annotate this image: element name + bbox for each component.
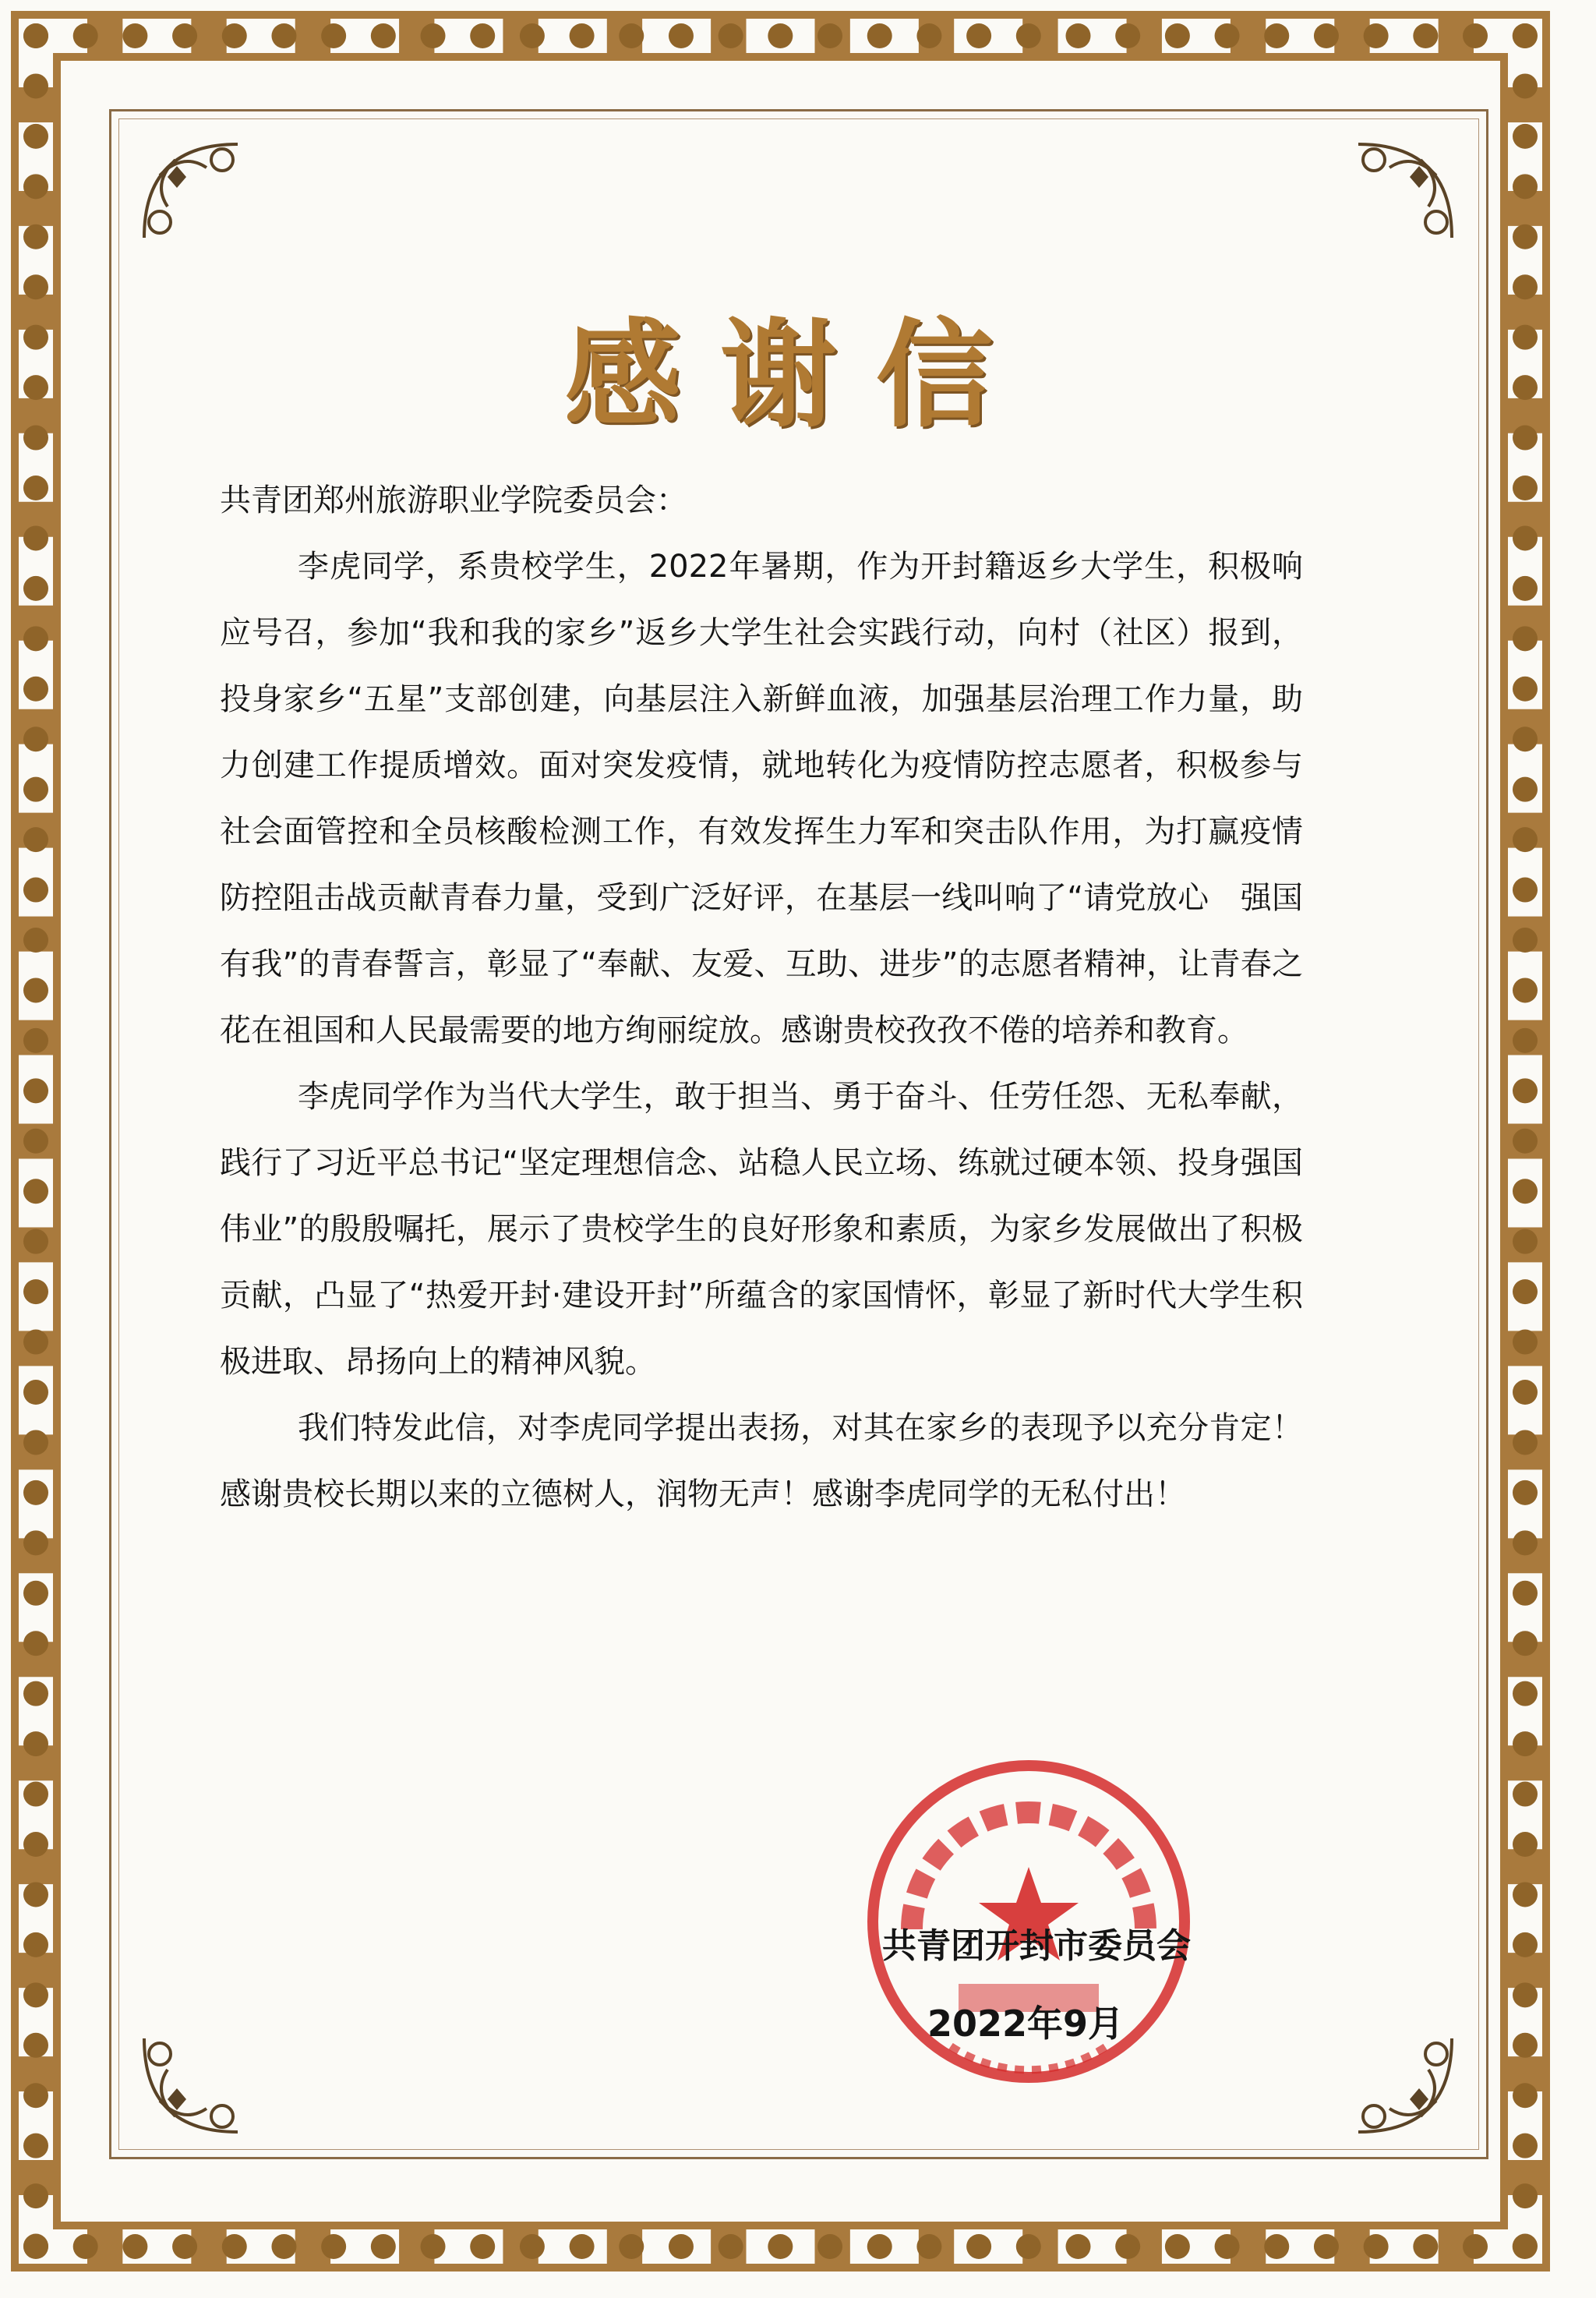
letter-paragraph-1: 李虎同学，系贵校学生，2022年暑期，作为开封籍返乡大学生，积极响应号召，参加“我和我的家乡”返乡大学生社会实践行动，向村（社区）报到，投身家乡“五星”支部创建，向基层注入新鲜血液，加强基层治理工作力量，助力创建工作提质增效。面对突发疫情，就地转化为疫情防控志愿者，积极参与社会面管控和全员核酸检测工作，有效发挥生力军和突击队作用，为打赢疫情防控阻击战贡献青春力量，受到广泛好评，在基层一线叫响了“请党放心 强国有我”的青春誓言，彰显了“奉献、友爱、互助、进步”的志愿者精神，让青春之花在祖国和人民最需要的地方绚丽绽放。感谢贵校孜孜不倦的培养和教育。 xyxy=(220,549,1303,1048)
letter-recipient: 共青团郑州旅游职业学院委员会： xyxy=(220,483,687,518)
corner-ornament-top-left xyxy=(129,129,253,253)
corner-ornament-bottom-left xyxy=(129,2023,253,2148)
corner-ornament-top-right xyxy=(1343,129,1467,253)
signature-organization: 共青团开封市委员会 xyxy=(882,1926,1191,1966)
signature-date: 2022年9月 xyxy=(927,2003,1125,2045)
letter-paragraph-3: 我们特发此信，对李虎同学提出表扬，对其在家乡的表现予以充分肯定！感谢贵校长期以来的立德树人，润物无声！感谢李虎同学的无私付出！ xyxy=(220,1410,1303,1512)
letter-body xyxy=(220,468,1303,1528)
corner-ornament-bottom-right xyxy=(1343,2023,1467,2148)
letter-title: 感谢信 xyxy=(563,306,1032,444)
letter-paragraph-2: 李虎同学作为当代大学生，敢于担当、勇于奋斗、任劳任怨、无私奉献，践行了习近平总书记“坚定理想信念、站稳人民立场、练就过硬本领、投身强国伟业”的殷殷嘱托，展示了贵校学生的良好形象和素质，为家乡发展做出了积极贡献，凸显了“热爱开封·建设开封”所蕴含的家国情怀，彰显了新时代大学生积极进取、昂扬向上的精神风貌。 xyxy=(220,1079,1303,1380)
